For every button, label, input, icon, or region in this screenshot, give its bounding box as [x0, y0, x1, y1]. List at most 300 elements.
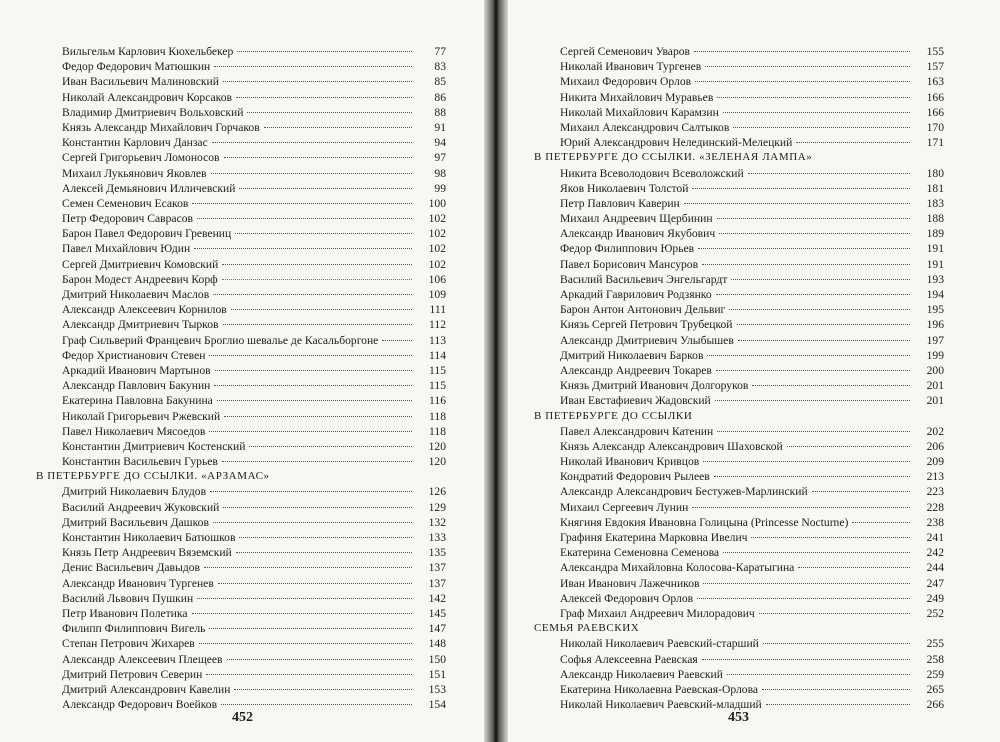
entry-name: Граф Михаил Андреевич Милорадович [560, 606, 755, 620]
entry-page-number: 238 [926, 515, 944, 529]
dot-leader [731, 279, 910, 280]
entry-page-number: 109 [428, 288, 446, 301]
table-of-contents-left [36, 44, 446, 712]
toc-entry [534, 181, 944, 196]
toc-entry [36, 226, 446, 241]
toc-entry [36, 393, 446, 408]
entry-page-number: 114 [429, 348, 446, 362]
entry-name: Сергей Дмитриевич Комовский [62, 257, 219, 271]
dot-leader [223, 81, 412, 82]
dot-leader [692, 507, 910, 508]
entry-name: Александр Павлович Бакунин [62, 379, 211, 393]
dot-leader [737, 324, 910, 325]
entry-page-number: 180 [926, 166, 944, 180]
entry-page-number: 249 [926, 591, 944, 605]
toc-entry [534, 135, 944, 150]
dot-leader [702, 659, 910, 660]
entry-name: Князь Сергей Петрович Трубецкой [560, 318, 733, 332]
dot-leader [227, 659, 412, 660]
dot-leader [239, 188, 412, 189]
dot-leader [695, 81, 910, 82]
dot-leader [714, 476, 910, 477]
toc-entry [534, 393, 944, 408]
entry-name: Степан Петрович Жихарев [62, 637, 195, 651]
entry-page-number: 242 [926, 546, 944, 560]
toc-entry [36, 409, 446, 424]
section-heading: В ПЕТЕРБУРГЕ ДО ССЫЛКИ [534, 409, 693, 422]
toc-entry [36, 591, 446, 606]
entry-page-number: 88 [434, 105, 446, 119]
dot-leader [697, 598, 910, 599]
dot-leader [236, 97, 412, 98]
entry-name: Аркадий Гаврилович Родзянко [560, 288, 712, 301]
entry-name: Василий Васильевич Энгельгардт [560, 272, 728, 286]
entry-name: Семен Семенович Есаков [62, 196, 189, 210]
dot-leader [852, 522, 910, 523]
toc-entry [36, 576, 446, 591]
toc-entry [534, 576, 944, 591]
entry-name: Никита Всеволодович Всеволожский [560, 166, 744, 180]
entry-page-number: 91 [434, 120, 446, 134]
entry-page-number: 86 [434, 90, 446, 104]
toc-entry [534, 530, 944, 545]
entry-name: Василий Андреевич Жуковский [62, 500, 220, 514]
entry-page-number: 148 [428, 637, 446, 651]
entry-name: Александр Иванович Тургенев [62, 576, 214, 590]
dot-leader [224, 157, 412, 158]
toc-entry [36, 135, 446, 150]
entry-name: Кондратий Федорович Рылеев [560, 470, 710, 484]
entry-page-number: 163 [926, 75, 944, 89]
toc-entry [534, 515, 944, 530]
toc-entry [534, 302, 944, 317]
entry-name: Никита Михайлович Муравьев [560, 90, 714, 104]
toc-entry [534, 226, 944, 241]
toc-entry [36, 333, 446, 348]
dot-leader [222, 461, 412, 462]
toc-entry [534, 667, 944, 682]
entry-name: Графиня Екатерина Марковна Ивелич [560, 531, 748, 544]
dot-leader [719, 233, 910, 234]
entry-name: Николай Николаевич Раевский-младший [560, 698, 762, 712]
entry-page-number: 115 [429, 363, 446, 377]
dot-leader [723, 552, 910, 553]
toc-entry [534, 90, 944, 105]
entry-name: Константин Дмитриевич Костенский [62, 439, 246, 453]
entry-page-number: 99 [434, 181, 446, 195]
entry-name: Николай Александрович Корсаков [62, 90, 232, 104]
entry-page-number: 83 [434, 60, 446, 74]
dot-leader [210, 491, 412, 492]
toc-entry [534, 44, 944, 59]
dot-leader [209, 431, 412, 432]
toc-entry [36, 667, 446, 682]
dot-leader [812, 491, 910, 492]
entry-page-number: 115 [429, 379, 446, 393]
dot-leader [249, 446, 412, 447]
entry-name: Иван Евстафиевич Жадовский [560, 394, 711, 408]
entry-page-number: 241 [926, 531, 944, 544]
toc-entry [36, 211, 446, 226]
entry-name: Василий Львович Пушкин [62, 591, 194, 605]
entry-name: Александр Алексеевич Плещеев [62, 652, 223, 666]
entry-page-number: 166 [926, 90, 944, 104]
entry-page-number: 197 [926, 333, 944, 347]
entry-name: Владимир Дмитриевич Вольховский [62, 105, 244, 119]
entry-page-number: 113 [429, 333, 446, 347]
entry-page-number: 112 [429, 318, 446, 332]
dot-leader [729, 309, 910, 310]
entry-page-number: 188 [926, 212, 944, 226]
entry-page-number: 97 [434, 151, 446, 165]
toc-entry [36, 484, 446, 499]
dot-leader [751, 537, 910, 538]
entry-page-number: 213 [926, 470, 944, 484]
entry-name: Дмитрий Петрович Северин [62, 667, 203, 681]
toc-entry [36, 652, 446, 667]
toc-entry [36, 424, 446, 439]
dot-leader [763, 643, 910, 644]
toc-entry [36, 606, 446, 621]
entry-page-number: 116 [429, 394, 446, 408]
toc-entry [36, 348, 446, 363]
entry-page-number: 196 [926, 318, 944, 332]
dot-leader [235, 233, 412, 234]
section-heading: В ПЕТЕРБУРГЕ ДО ССЫЛКИ. «АРЗАМАС» [36, 470, 270, 483]
entry-name: Дмитрий Васильевич Дашков [62, 515, 209, 529]
entry-page-number: 137 [428, 561, 446, 575]
entry-page-number: 223 [926, 485, 944, 499]
entry-page-number: 247 [926, 576, 944, 590]
entry-page-number: 129 [428, 500, 446, 514]
toc-entry [534, 591, 944, 606]
toc-entry [36, 454, 446, 469]
dot-leader [213, 294, 412, 295]
entry-page-number: 151 [428, 667, 446, 681]
section-heading: В ПЕТЕРБУРГЕ ДО ССЫЛКИ. «ЗЕЛЕНАЯ ЛАМПА» [534, 151, 813, 164]
dot-leader [204, 567, 412, 568]
entry-name: Княгиня Евдокия Ивановна Голицына (Princesse Nocturne) [560, 515, 849, 529]
dot-leader [382, 340, 412, 341]
dot-leader [212, 142, 412, 143]
entry-page-number: 154 [428, 698, 446, 712]
entry-page-number: 150 [428, 652, 446, 666]
entry-name: Павел Николаевич Мясоедов [62, 424, 206, 438]
toc-entry [534, 196, 944, 211]
dot-leader [752, 385, 910, 386]
entry-name: Дмитрий Николаевич Блудов [62, 485, 207, 499]
entry-name: Дмитрий Александрович Кавелин [62, 682, 231, 696]
entry-page-number: 157 [926, 60, 944, 74]
entry-page-number: 252 [926, 606, 944, 620]
entry-page-number: 166 [926, 105, 944, 119]
toc-entry [36, 150, 446, 165]
entry-page-number: 111 [429, 303, 446, 317]
entry-name: Александр Алексеевич Корнилов [62, 303, 227, 317]
toc-entry [36, 241, 446, 256]
toc-entry [534, 348, 944, 363]
dot-leader [692, 188, 910, 189]
entry-page-number: 135 [428, 546, 446, 560]
entry-page-number: 145 [428, 606, 446, 620]
dot-leader [798, 567, 910, 568]
toc-entry [36, 74, 446, 89]
entry-name: Вильгельм Карлович Кюхельбекер [62, 45, 234, 58]
entry-name: Николай Михайлович Карамзин [560, 105, 719, 119]
dot-leader [209, 628, 412, 629]
entry-page-number: 228 [926, 500, 944, 514]
entry-page-number: 98 [434, 166, 446, 180]
entry-page-number: 193 [926, 272, 944, 286]
dot-leader [738, 340, 910, 341]
toc-entry [36, 317, 446, 332]
entry-page-number: 191 [926, 257, 944, 271]
entry-name: Барон Антон Антонович Дельвиг [560, 303, 726, 317]
table-of-contents-right [534, 44, 944, 712]
dot-leader [218, 583, 412, 584]
entry-name: Александр Иванович Якубович [560, 227, 716, 241]
toc-entry [534, 241, 944, 256]
dot-leader [733, 127, 910, 128]
entry-page-number: 255 [926, 637, 944, 651]
dot-leader [224, 416, 412, 417]
entry-name: Алексей Демьянович Илличевский [62, 181, 236, 195]
dot-leader [694, 51, 910, 52]
toc-entry [36, 181, 446, 196]
entry-page-number: 118 [429, 409, 446, 423]
entry-name: Павел Михайлович Юдин [62, 242, 191, 256]
entry-name: Александр Николаевич Раевский [560, 667, 723, 681]
dot-leader [222, 279, 412, 280]
dot-leader [705, 66, 910, 67]
entry-page-number: 202 [926, 424, 944, 438]
page-number-right: 453 [728, 710, 749, 725]
toc-entry [534, 287, 944, 302]
dot-leader [247, 112, 412, 113]
entry-name: Павел Александрович Катенин [560, 424, 714, 438]
dot-leader [239, 537, 412, 538]
dot-leader [716, 294, 910, 295]
entry-name: Николай Николаевич Раевский-старший [560, 637, 759, 651]
entry-name: Александра Михайловна Колосова-Каратыгина [560, 561, 795, 575]
entry-page-number: 258 [926, 652, 944, 666]
entry-name: Михаил Андреевич Щербинин [560, 212, 713, 226]
dot-leader [214, 385, 412, 386]
dot-leader [215, 370, 412, 371]
entry-name: Константин Карлович Данзас [62, 136, 208, 150]
dot-leader [727, 674, 910, 675]
dot-leader [197, 598, 412, 599]
dot-leader [217, 400, 412, 401]
toc-entry [534, 378, 944, 393]
toc-entry [534, 560, 944, 575]
entry-name: Князь Петр Андреевич Вяземский [62, 546, 232, 560]
entry-name: Александр Александрович Бестужев-Марлинский [560, 485, 808, 499]
entry-page-number: 206 [926, 439, 944, 453]
dot-leader [192, 613, 413, 614]
toc-entry [534, 636, 944, 651]
entry-name: Иван Иванович Лажечников [560, 576, 700, 590]
entry-page-number: 200 [926, 363, 944, 377]
entry-page-number: 102 [428, 227, 446, 241]
toc-entry [534, 74, 944, 89]
toc-entry [36, 378, 446, 393]
dot-leader [199, 643, 412, 644]
dot-leader [796, 142, 910, 143]
entry-name: Николай Иванович Тургенев [560, 60, 702, 74]
entry-page-number: 102 [428, 242, 446, 256]
entry-name: Михаил Сергеевич Лунин [560, 500, 689, 514]
dot-leader [223, 507, 412, 508]
dot-leader [716, 370, 910, 371]
toc-entry [534, 652, 944, 667]
toc-entry [36, 302, 446, 317]
toc-entry [534, 59, 944, 74]
dot-leader [762, 689, 910, 690]
toc-entry [36, 530, 446, 545]
entry-name: Петр Иванович Полетика [62, 606, 188, 620]
toc-entry [534, 105, 944, 120]
entry-name: Сергей Григорьевич Ломоносов [62, 151, 220, 165]
entry-page-number: 155 [926, 45, 944, 58]
entry-page-number: 170 [926, 120, 944, 134]
dot-leader [684, 203, 910, 204]
entry-page-number: 183 [926, 196, 944, 210]
entry-page-number: 147 [428, 622, 446, 636]
section-heading: СЕМЬЯ РАЕВСКИХ [534, 622, 640, 635]
entry-name: Петр Федорович Саврасов [62, 212, 193, 226]
entry-name: Юрий Александрович Нелединский-Мелецкий [560, 136, 793, 150]
dot-leader [192, 203, 412, 204]
toc-entry [534, 166, 944, 181]
dot-leader [237, 51, 412, 52]
entry-page-number: 195 [926, 303, 944, 317]
entry-page-number: 77 [434, 45, 446, 58]
entry-name: Константин Николаевич Батюшков [62, 531, 236, 544]
entry-name: Екатерина Павловна Бакунина [62, 394, 213, 408]
entry-page-number: 201 [926, 379, 944, 393]
entry-name: Александр Федорович Воейков [62, 698, 218, 712]
toc-entry [534, 682, 944, 697]
dot-leader [748, 173, 910, 174]
toc-entry [534, 272, 944, 287]
dot-leader [221, 704, 412, 705]
entry-page-number: 201 [926, 394, 944, 408]
toc-entry [534, 606, 944, 621]
entry-name: Александр Андреевич Токарев [560, 363, 712, 377]
dot-leader [213, 522, 412, 523]
toc-entry [36, 105, 446, 120]
dot-leader [698, 248, 910, 249]
toc-entry [36, 287, 446, 302]
entry-page-number: 171 [926, 136, 944, 150]
dot-leader [206, 674, 412, 675]
entry-page-number: 142 [428, 591, 446, 605]
toc-entry [534, 257, 944, 272]
entry-name: Князь Александр Александрович Шаховской [560, 439, 783, 453]
dot-leader [715, 400, 910, 401]
entry-name: Князь Александр Михайлович Горчаков [62, 120, 260, 134]
entry-page-number: 153 [428, 682, 446, 696]
dot-leader [703, 583, 910, 584]
dot-leader [766, 704, 910, 705]
entry-name: Софья Алексеевна Раевская [560, 652, 698, 666]
entry-name: Аркадий Иванович Мартынов [62, 363, 211, 377]
entry-name: Филипп Филиппович Вигель [62, 622, 206, 636]
toc-entry [36, 166, 446, 181]
toc-entry [36, 515, 446, 530]
toc-entry [36, 560, 446, 575]
entry-page-number: 126 [428, 485, 446, 499]
entry-name: Иван Васильевич Малиновский [62, 75, 219, 89]
entry-name: Денис Васильевич Давыдов [62, 561, 200, 575]
entry-name: Павел Борисович Мансуров [560, 257, 699, 271]
toc-entry [534, 484, 944, 499]
entry-name: Екатерина Семеновна Семенова [560, 546, 720, 560]
entry-name: Михаил Александрович Салтыков [560, 120, 730, 134]
entry-page-number: 106 [428, 272, 446, 286]
toc-entry [534, 363, 944, 378]
entry-name: Барон Модест Андреевич Корф [62, 272, 218, 286]
entry-page-number: 120 [428, 439, 446, 453]
entry-page-number: 266 [926, 698, 944, 712]
dot-leader [223, 324, 413, 325]
toc-entry [534, 211, 944, 226]
entry-page-number: 85 [434, 75, 446, 89]
toc-entry [534, 317, 944, 332]
toc-entry [534, 545, 944, 560]
entry-page-number: 199 [926, 348, 944, 362]
toc-entry [534, 120, 944, 135]
toc-entry [534, 454, 944, 469]
entry-page-number: 194 [926, 288, 944, 301]
entry-name: Петр Павлович Каверин [560, 196, 680, 210]
dot-leader [211, 173, 412, 174]
dot-leader [209, 355, 412, 356]
entry-name: Федор Христианович Стевен [62, 348, 206, 362]
entry-name: Граф Сильверий Францевич Броглио шевалье де Касальборгоне [62, 333, 379, 347]
dot-leader [723, 112, 910, 113]
toc-entry [36, 120, 446, 135]
entry-page-number: 118 [429, 424, 446, 438]
entry-name: Константин Васильевич Гурьев [62, 455, 218, 469]
dot-leader [231, 309, 412, 310]
entry-page-number: 259 [926, 667, 944, 681]
dot-leader [717, 218, 910, 219]
dot-leader [236, 552, 412, 553]
dot-leader [222, 264, 412, 265]
toc-entry [36, 545, 446, 560]
entry-page-number: 189 [926, 227, 944, 241]
page-number-left: 452 [232, 710, 253, 725]
toc-entry [534, 469, 944, 484]
entry-name: Князь Дмитрий Иванович Долгоруков [560, 379, 749, 393]
entry-name: Михаил Федорович Орлов [560, 75, 692, 89]
dot-leader [702, 264, 910, 265]
toc-entry [534, 500, 944, 515]
dot-leader [197, 218, 412, 219]
entry-name: Александр Дмитриевич Улыбышев [560, 333, 734, 347]
dot-leader [707, 355, 910, 356]
entry-page-number: 137 [428, 576, 446, 590]
left-page [0, 0, 484, 742]
dot-leader [717, 431, 910, 432]
dot-leader [264, 127, 412, 128]
toc-entry [36, 682, 446, 697]
toc-entry [36, 257, 446, 272]
dot-leader [234, 689, 412, 690]
book-gutter [484, 0, 508, 742]
